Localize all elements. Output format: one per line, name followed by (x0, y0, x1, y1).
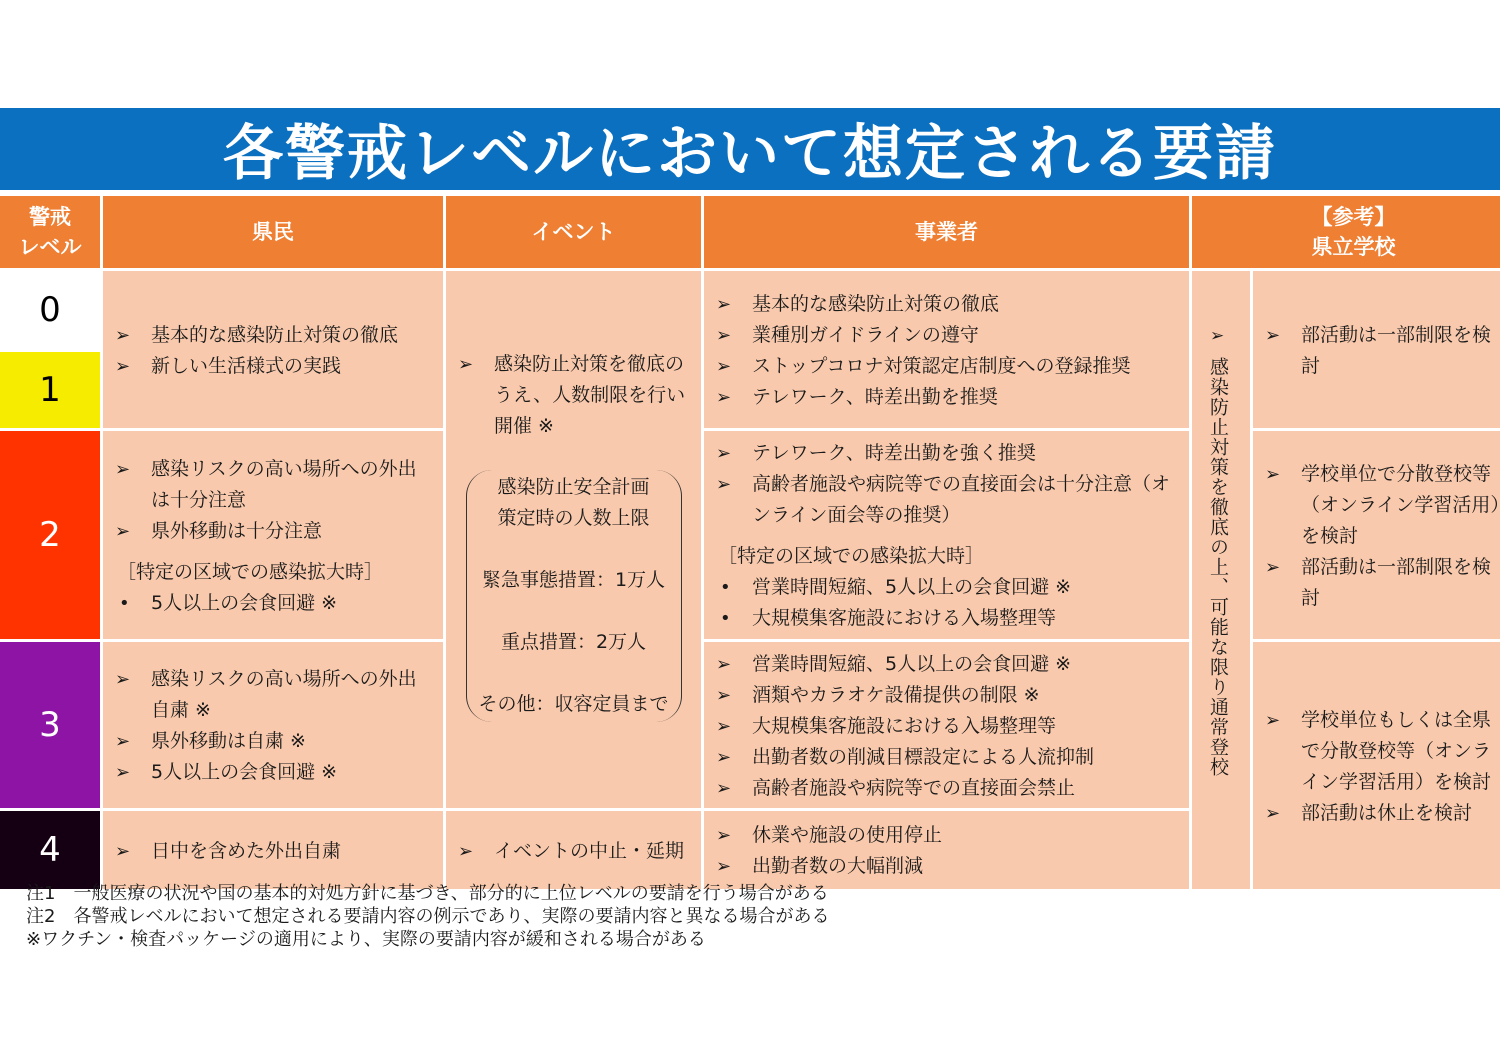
list-item: ➢ 出勤者数の大幅削減 (716, 851, 1181, 882)
list-item: ➢ 部活動は一部制限を検討 (1265, 552, 1500, 614)
list-item: ➢ 感染防止対策を徹底のうえ、人数制限を行い開催 ※ (458, 349, 689, 442)
level-3: 3 (0, 642, 100, 808)
list-item: ➢ 新しい生活様式の実践 (115, 351, 435, 382)
list-item: ➢ 部活動は休止を検討 (1265, 798, 1500, 829)
schools-vertical-text: 感染防止対策を徹底の上、可能な限り通常登校 (1207, 357, 1229, 777)
list-item: ➢ 高齢者施設や病院等での直接面会禁止 (716, 773, 1181, 804)
list-item: ➢ 感染リスクの高い場所への外出は十分注意 (115, 454, 435, 516)
footnote-2: 注2 各警戒レベルにおいて想定される要請内容の例示であり、実際の要請内容と異なる場合がある (26, 906, 830, 927)
list-item: ➢ 基本的な感染防止対策の徹底 (115, 320, 435, 351)
list-item: ➢ 業種別ガイドラインの遵守 (716, 320, 1181, 351)
page-title: 各警戒レベルにおいて想定される要請 (0, 108, 1500, 190)
capacity-box-title-1: 感染防止安全計画 (497, 476, 650, 498)
list-item: ➢ 県外移動は自粛 ※ (115, 726, 435, 757)
list-item: ➢ 出勤者数の削減目標設定による人流抑制 (716, 742, 1181, 773)
list-item: ➢ 学校単位もしくは全県で分散登校等（オンライン学習活用）を検討 (1265, 705, 1500, 798)
footnote-1: 注1 一般医療の状況や国の基本的対処方針に基づき、部分的に上位レベルの要請を行う場合がある (26, 883, 829, 904)
list-item: ➢ 学校単位で分散登校等（オンライン学習活用）を検討 (1265, 459, 1500, 552)
list-item: ➢ 高齢者施設や病院等での直接面会は十分注意（オンライン面会等の推奨） (716, 469, 1181, 531)
list-item: • 営業時間短縮、5人以上の会食回避 ※ (716, 572, 1181, 603)
list-item: ➢ 営業時間短縮、5人以上の会食回避 ※ (716, 649, 1181, 680)
alert-level-table (0, 196, 1500, 878)
list-item: ➢ 5人以上の会食回避 ※ (115, 757, 435, 788)
citizens-level-3 (103, 642, 443, 808)
level-4: 4 (0, 811, 100, 889)
schools-common (1192, 271, 1250, 889)
list-item: ➢ 県外移動は十分注意 (115, 516, 435, 547)
business-level-3 (704, 642, 1189, 808)
capacity-limit-box (466, 470, 682, 722)
list-item: ➢ 休業や施設の使用停止 (716, 820, 1181, 851)
capacity-priority: 重点措置：2万人 (500, 631, 647, 653)
list-item: • 5人以上の会食回避 ※ (115, 588, 435, 619)
business-level-4 (704, 811, 1189, 889)
header-citizens: 県民 (103, 196, 443, 268)
list-item: ➢ テレワーク、時差出勤を強く推奨 (716, 438, 1181, 469)
header-schools: 【参考】 県立学校 (1192, 196, 1500, 268)
events-level-0-3 (446, 271, 701, 808)
footnotes (26, 882, 829, 951)
special-area-header: ［特定の区域での感染拡大時］ (117, 560, 384, 583)
list-item: ➢ イベントの中止・延期 (458, 836, 693, 867)
header-business: 事業者 (704, 196, 1189, 268)
list-item: ➢ 感染リスクの高い場所への外出自粛 ※ (115, 664, 435, 726)
arrow-bullet-icon: ➢ (1210, 326, 1225, 346)
list-item: ➢ 日中を含めた外出自粛 (115, 836, 435, 867)
level-2: 2 (0, 431, 100, 639)
list-item: • 大規模集客施設における入場整理等 (716, 603, 1181, 634)
list-item: ➢ ストップコロナ対策認定店制度への登録推奨 (716, 351, 1181, 382)
capacity-box-title-2: 策定時の人数上限 (497, 507, 650, 529)
schools-level-3-4 (1253, 642, 1500, 889)
citizens-level-0-1 (103, 271, 443, 428)
footnote-3: ※ワクチン・検査パッケージの適用により、実際の要請内容が緩和される場合がある (26, 929, 706, 950)
schools-level-0-1 (1253, 271, 1500, 428)
header-events: イベント (446, 196, 701, 268)
list-item: ➢ 大規模集客施設における入場整理等 (716, 711, 1181, 742)
level-0: 0 (0, 271, 100, 349)
schools-level-2 (1253, 431, 1500, 639)
list-item: ➢ 部活動は一部制限を検討 (1265, 320, 1500, 382)
header-level: 警戒 レベル (0, 196, 100, 268)
list-item: ➢ 基本的な感染防止対策の徹底 (716, 289, 1181, 320)
business-level-0-1 (704, 271, 1189, 428)
list-item: ➢ テレワーク、時差出勤を推奨 (716, 382, 1181, 413)
level-1: 1 (0, 352, 100, 428)
special-area-header: ［特定の区域での感染拡大時］ (718, 545, 985, 567)
list-item: ➢ 酒類やカラオケ設備提供の制限 ※ (716, 680, 1181, 711)
events-level-4 (446, 811, 701, 889)
capacity-emergency: 緊急事態措置：1万人 (481, 569, 666, 591)
capacity-other: その他：収容定員まで (478, 693, 669, 715)
business-level-2 (704, 431, 1189, 639)
citizens-level-4 (103, 811, 443, 889)
citizens-level-2 (103, 431, 443, 639)
